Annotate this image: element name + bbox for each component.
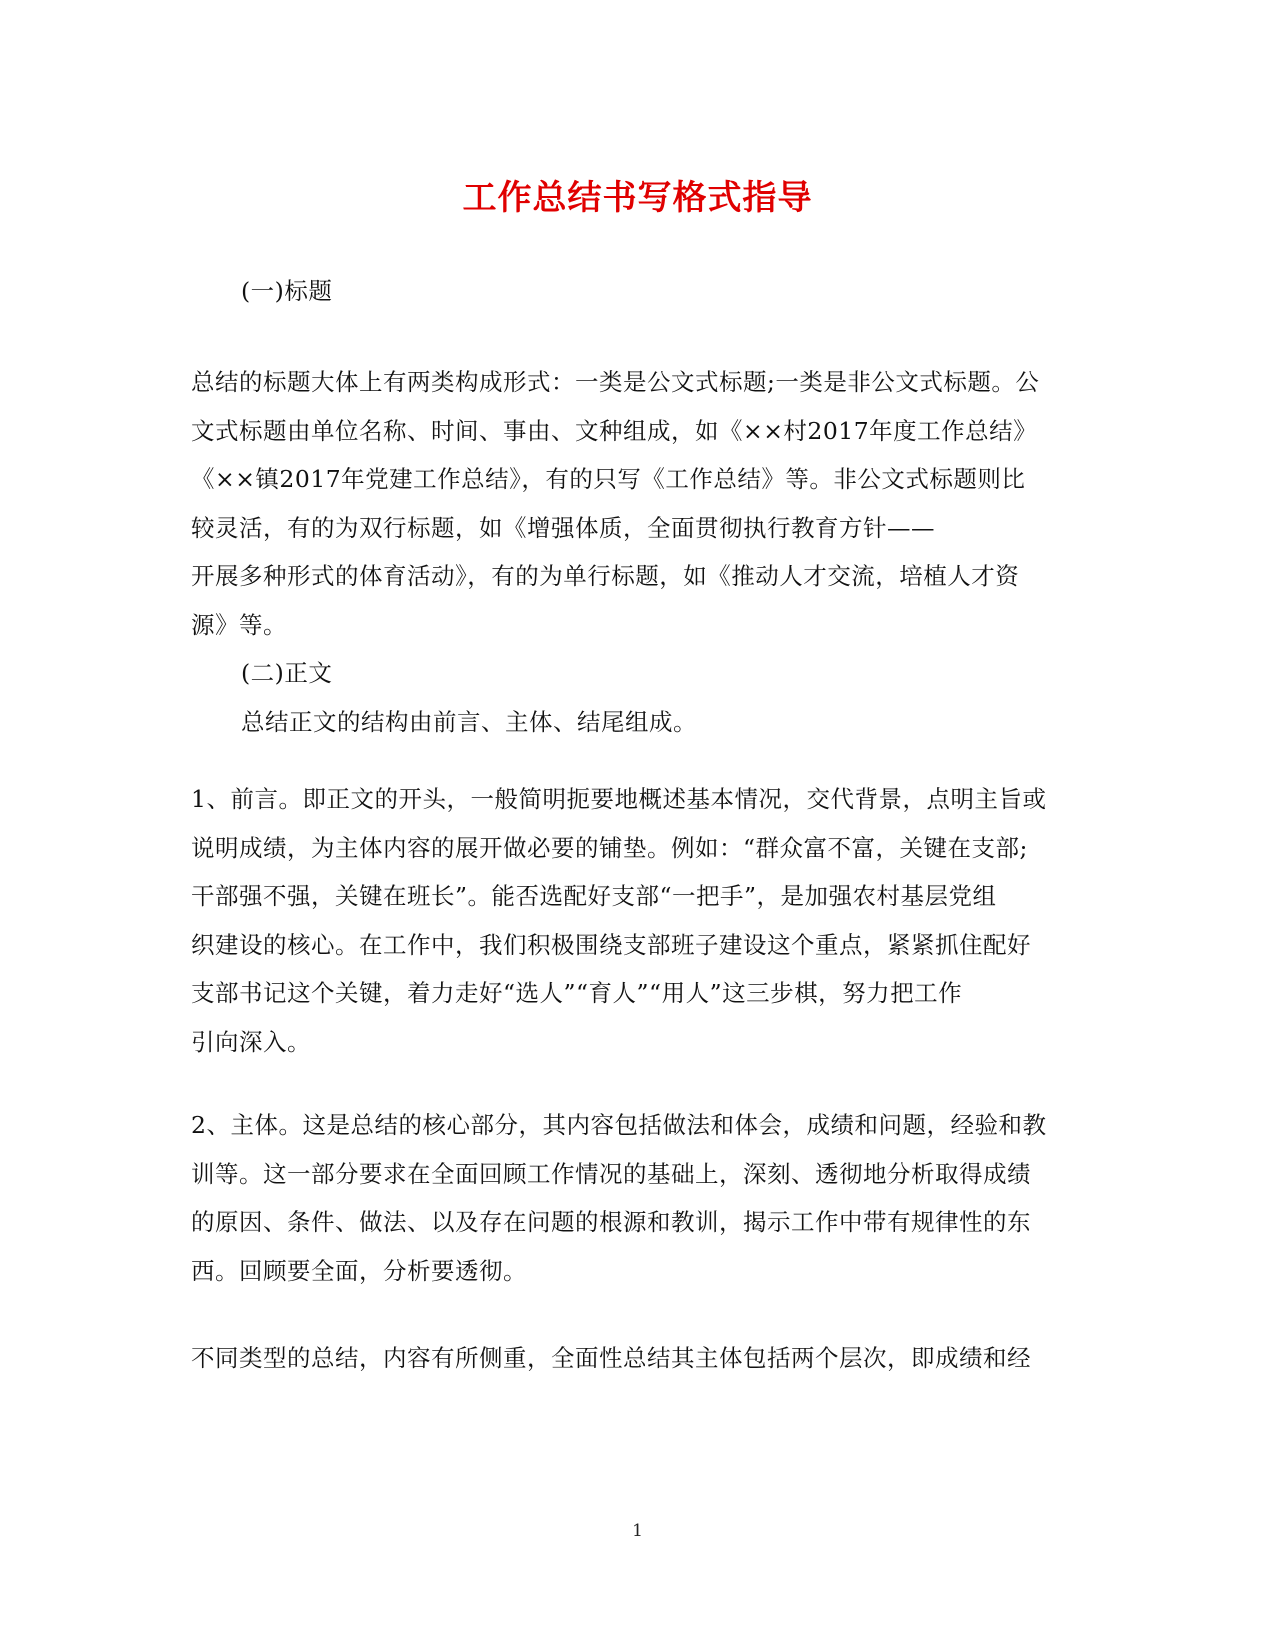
paragraph-line: 干部强不强，关键在班长”。能否选配好支部“一把手”，是加强农村基层党组 [191, 882, 997, 910]
paragraph-line: 说明成绩，为主体内容的展开做必要的铺垫。例如：“群众富不富，关键在支部; [191, 833, 1028, 862]
paragraph-line: 训等。这一部分要求在全面回顾工作情况的基础上，深刻、透彻地分析取得成绩 [191, 1159, 1031, 1188]
paragraph-intro: 总结正文的结构由前言、主体、结尾组成。 [241, 707, 697, 736]
paragraph-line: 源》等。 [191, 610, 287, 639]
paragraph-types [191, 1334, 1079, 1383]
paragraph-line: 文式标题由单位名称、时间、事由、文种组成，如《××村2017年度工作总结》 [191, 416, 1038, 445]
paragraph-line: 1、前言。即正文的开头，一般简明扼要地概述基本情况，交代背景，点明主旨或 [191, 785, 1047, 813]
paragraph-line: 织建设的核心。在工作中，我们积极围绕支部班子建设这个重点，紧紧抓住配好 [191, 930, 1031, 959]
paragraph-line: 《××镇2017年党建工作总结》，有的只写《工作总结》等。非公文式标题则比 [191, 465, 1026, 493]
page-number: 1 [632, 1521, 643, 1541]
paragraph-title-forms [191, 358, 1079, 746]
paragraph-line: 总结的标题大体上有两类构成形式：一类是公文式标题;一类是非公文式标题。公 [191, 368, 1040, 396]
paragraph-line: 西。回顾要全面，分析要透彻。 [191, 1256, 527, 1285]
paragraph-line: 开展多种形式的体育活动》，有的为单行标题，如《推动人才交流，培植人才资 [191, 562, 1020, 590]
heading-text: (一)标题 [241, 277, 333, 305]
paragraph-line: 引向深入。 [191, 1027, 311, 1056]
paragraph-line: 较灵活，有的为双行标题，如《增强体质，全面贯彻执行教育方针—— [191, 513, 935, 542]
paragraph-preface [191, 775, 1079, 1066]
section-heading-title [191, 267, 1079, 316]
paragraph-line: 支部书记这个关键，着力走好“选人”“育人”“用人”这三步棋，努力把工作 [191, 979, 963, 1007]
paragraph-line: 2、主体。这是总结的核心部分，其内容包括做法和体会，成绩和问题，经验和教 [191, 1111, 1047, 1139]
document-title: 工作总结书写格式指导 [462, 178, 813, 218]
paragraph-line: 的原因、条件、做法、以及存在问题的根源和教训，揭示工作中带有规律性的东 [191, 1208, 1031, 1236]
paragraph-main-body [191, 1101, 1079, 1295]
section-heading-body: (二)正文 [241, 659, 333, 687]
paragraph-line: 不同类型的总结，内容有所侧重，全面性总结其主体包括两个层次，即成绩和经 [191, 1344, 1031, 1372]
